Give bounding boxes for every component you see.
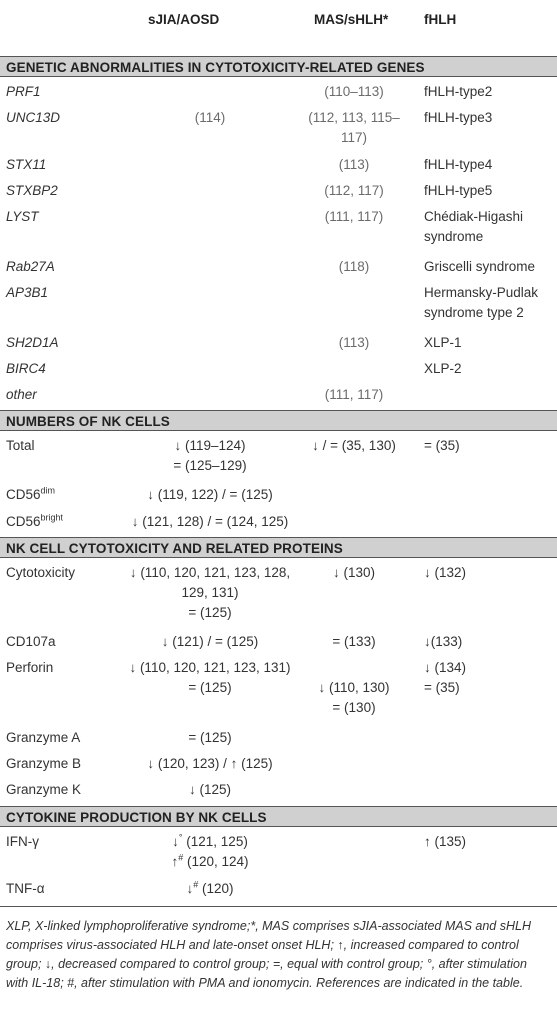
section-cytotoxicity-header: NK CELL CYTOTOXICITY AND RELATED PROTEINS <box>0 537 557 558</box>
sjia-cd56dim: ↓ (119, 122) / = (125) <box>147 487 273 502</box>
mas-cytotoxicity: ↓ (130) <box>332 565 376 580</box>
fhlh-perforin: ↓ (134) <box>424 660 467 675</box>
gene-name: PRF1 <box>6 84 41 99</box>
mas-ref: (112, 113, 115– <box>308 110 400 125</box>
sjia-perforin: ↓ (110, 120, 121, 123, 131) <box>129 660 291 675</box>
row-label-ifn-gamma: IFN-γ <box>6 834 39 849</box>
gene-name: LYST <box>6 209 39 224</box>
mas-ref: (113) <box>338 335 370 350</box>
section-genetic-header: GENETIC ABNORMALITIES IN CYTOTOXICITY-RELATED GENES <box>0 56 557 77</box>
mas-ref-cont: 117) <box>340 130 368 145</box>
row-label-cytotoxicity: Cytotoxicity <box>6 565 76 580</box>
fhlh-cytotoxicity: ↓ (132) <box>424 565 467 580</box>
mas-ref: (112, 117) <box>324 183 384 198</box>
gene-name: BIRC4 <box>6 361 46 376</box>
mas-perforin: ↓ (110, 130) <box>318 680 390 695</box>
gene-name: AP3B1 <box>6 285 49 300</box>
sjia-cytotoxicity-cont: 129, 131) <box>181 585 239 600</box>
row-label-tnf-alpha: TNF-α <box>6 881 45 896</box>
row-label-total: Total <box>6 438 35 453</box>
mas-cd107a: = (133) <box>332 634 376 649</box>
fhlh-cd107a: ↓(133) <box>424 634 463 649</box>
sjia-total: ↓ (119–124) <box>174 438 246 453</box>
fhlh-value-cont: syndrome type 2 <box>424 305 524 320</box>
mas-ref: (111, 117) <box>324 209 384 224</box>
row-label-perforin: Perforin <box>6 660 54 675</box>
column-header-fhlh: fHLH <box>424 12 457 27</box>
table-footnote: XLP, X-linked lymphoproliferative syndrome;*, MAS comprises sJIA-associated MAS and sHLH comprises virus-associated HLH and late-onset onset HLH; ↑, increased compared to control group; ↓, decreased compared to control group; =, equal with control group; °, after stimulation with IL-18; #, after stimulation with PMA and ionomycin. References are indicated in the table. <box>6 919 531 990</box>
mas-perforin-cont: = (130) <box>332 700 376 715</box>
sjia-granzyme-a: = (125) <box>188 730 232 745</box>
gene-name: UNC13D <box>6 110 61 125</box>
fhlh-value: Chédiak-Higashi <box>424 209 524 224</box>
sjia-tnf-alpha: ↓# (120) <box>186 879 234 896</box>
fhlh-perforin-cont: = (35) <box>424 680 460 695</box>
mas-ref: (111, 117) <box>324 387 384 402</box>
fhlh-ifn-gamma: ↑ (135) <box>424 834 467 849</box>
sjia-cytotoxicity: ↓ (110, 120, 121, 123, 128, <box>129 565 291 580</box>
row-label-granzyme-b: Granzyme B <box>6 756 82 771</box>
sjia-total-cont: = (125–129) <box>173 458 247 473</box>
column-header-sjia: sJIA/AOSD <box>148 12 220 27</box>
sjia-ifn-gamma: ↓° (121, 125) <box>172 832 248 849</box>
sjia-ref: (114) <box>194 110 226 125</box>
section-numbers-header: NUMBERS OF NK CELLS <box>0 410 557 431</box>
fhlh-value: Griscelli syndrome <box>424 259 536 274</box>
table-bottom-rule <box>0 906 557 907</box>
sjia-cd107a: ↓ (121) / = (125) <box>161 634 259 649</box>
fhlh-value: fHLH-type5 <box>424 183 493 198</box>
fhlh-total: = (35) <box>424 438 460 453</box>
sjia-perforin-cont: = (125) <box>188 680 232 695</box>
row-label-cd107a: CD107a <box>6 634 56 649</box>
gene-name: STX11 <box>6 157 47 172</box>
gene-name: Rab27A <box>6 259 55 274</box>
mas-ref: (118) <box>338 259 370 274</box>
fhlh-value: XLP-1 <box>424 335 462 350</box>
section-cytokine-header: CYTOKINE PRODUCTION BY NK CELLS <box>0 806 557 827</box>
row-label-granzyme-a: Granzyme A <box>6 730 81 745</box>
row-label-granzyme-k: Granzyme K <box>6 782 82 797</box>
gene-name: STXBP2 <box>6 183 58 198</box>
sjia-cd56bright: ↓ (121, 128) / = (124, 125) <box>131 514 289 529</box>
table-header <box>0 0 557 50</box>
sjia-granzyme-k: ↓ (125) <box>188 782 232 797</box>
sjia-granzyme-b: ↓ (120, 123) / ↑ (125) <box>147 756 273 771</box>
row-label-cd56bright: $CD56^{bright}$ <box>6 512 64 529</box>
gene-name: SH2D1A <box>6 335 59 350</box>
mas-ref: (110–113) <box>324 84 384 99</box>
column-header-mas: MAS/sHLH* <box>314 12 389 27</box>
mas-ref: (113) <box>338 157 370 172</box>
fhlh-value: fHLH-type2 <box>424 84 493 99</box>
sjia-cytotoxicity-cont: = (125) <box>188 605 232 620</box>
fhlh-value: XLP-2 <box>424 361 462 376</box>
fhlh-value-cont: syndrome <box>424 229 484 244</box>
fhlh-value: fHLH-type3 <box>424 110 493 125</box>
sjia-ifn-gamma-cont: ↑# (120, 124) <box>171 852 249 869</box>
row-label-cd56dim: $CD56^{dim}$ <box>6 485 56 502</box>
fhlh-value: fHLH-type4 <box>424 157 493 172</box>
mas-total: ↓ / = (35, 130) <box>312 438 396 453</box>
gene-name: other <box>6 387 37 402</box>
fhlh-value: Hermansky-Pudlak <box>424 285 539 300</box>
